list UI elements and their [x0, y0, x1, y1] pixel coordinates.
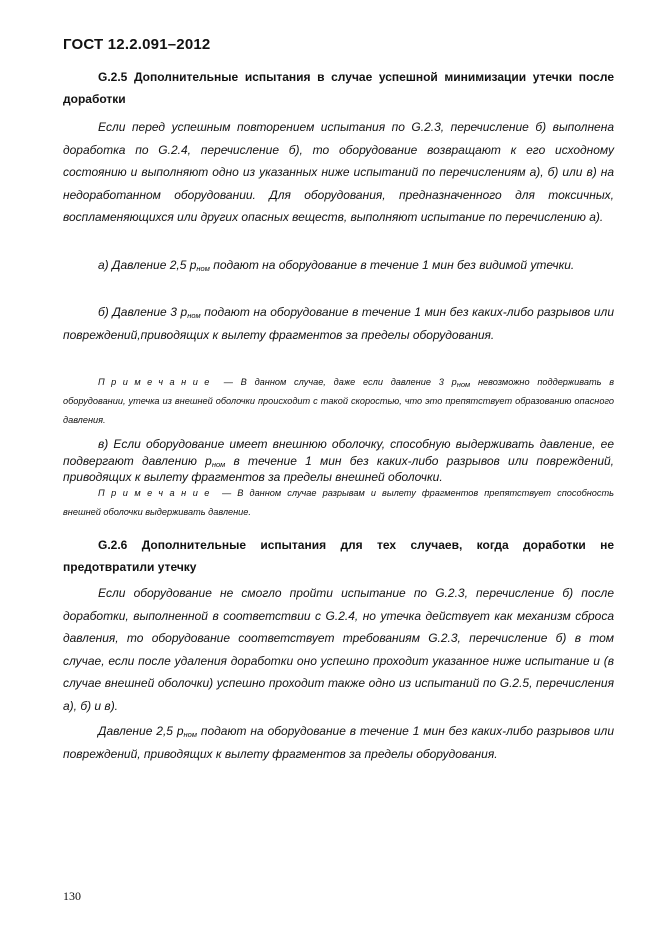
- item-a: [63, 254, 614, 277]
- section-g26-body: [63, 582, 614, 718]
- paragraph-g25-intro: Если перед успешным повторением испытания по G.2.3, перечисление б) выполнена доработка по G.2.4, перечисление б), то оборудование возвращают к его исходному состоянию и выполняют одно из указанных ниже испытаний по перечислениям а), б) или в) на недоработанном оборудовании. Для оборудования, предназначенного для токсичных, воспламеняющихся или других опасных веществ, выполняют испытание по перечислению а).: [63, 120, 614, 225]
- item-c: [63, 436, 614, 486]
- list-item-a: а) Давление 2,5 $р_{ном}$ подают на оборудование в течение 1 мин без видимой утечки.: [98, 258, 575, 273]
- note-label-2: Примечание: [98, 488, 216, 498]
- note-paragraph-1: Примечание — В данном случае, даже если давление 3 $р_{ном}$ невозможно поддерживать в оборудовании, утечка из внешней оболочки происходит с такой скоростью, что это препятствует образованию опасного давления.: [63, 377, 615, 425]
- section-heading-g26: G.2.6 Дополнительные испытания для тех случаев, когда доработки не предотвратили утечку: [63, 538, 614, 574]
- paragraph-g26-intro: Если оборудование не смогло пройти испытание по G.2.3, перечисление б) после доработки, выполненной в соответствии с G.2.4, но утечка действует как механизм сброса давления, то оборудование соответствует требованиям G.2.3, перечисление б) в том случае, если после удаления доработки оно успешно проходит указанное ниже испытание и (в случае внешней оболочки) успешно проходит также одно из испытаний по G.2.5, перечисления а), б) и в).: [63, 586, 614, 713]
- note-label-1: Примечание: [98, 377, 216, 387]
- section-heading-g25: G.2.5 Дополнительные испытания в случае успешной минимизации утечки после доработки: [63, 70, 614, 106]
- list-item-b: б) Давление 3 $р_{ном}$ подают на оборудование в течение 1 мин без каких-либо разрывов или повреждений,приводящих к вылету фрагментов за пределы оборудования.: [63, 305, 614, 342]
- section-g26: [63, 534, 614, 578]
- section-g25-body: [63, 116, 614, 229]
- item-b: [63, 301, 614, 346]
- list-item-c: в) Если оборудование имеет внешнюю оболочку, способную выдерживать давление, ее подвергают давлению $р_{ном}$ в течение 1 мин без каких-либо разрывов или повреждений, приводящих к вылету фрагментов за пределы внешней оболочки.: [63, 437, 614, 484]
- note-2: [63, 484, 614, 522]
- page-number: 130: [63, 889, 81, 903]
- section-g25: [63, 66, 614, 110]
- document-code-header: ГОСТ 12.2.091–2012: [63, 36, 211, 53]
- note-1: [63, 373, 614, 430]
- paragraph-g26-test: Давление 2,5 $р_{ном}$ подают на оборудование в течение 1 мин без каких-либо разрывов или повреждений, приводящих к вылету фрагментов за пределы оборудования.: [63, 724, 615, 761]
- section-g26-test: [63, 720, 614, 765]
- note-paragraph-2: Примечание — В данном случае разрывам и вылету фрагментов препятствует способность внешней оболочки выдерживать давление.: [63, 488, 614, 517]
